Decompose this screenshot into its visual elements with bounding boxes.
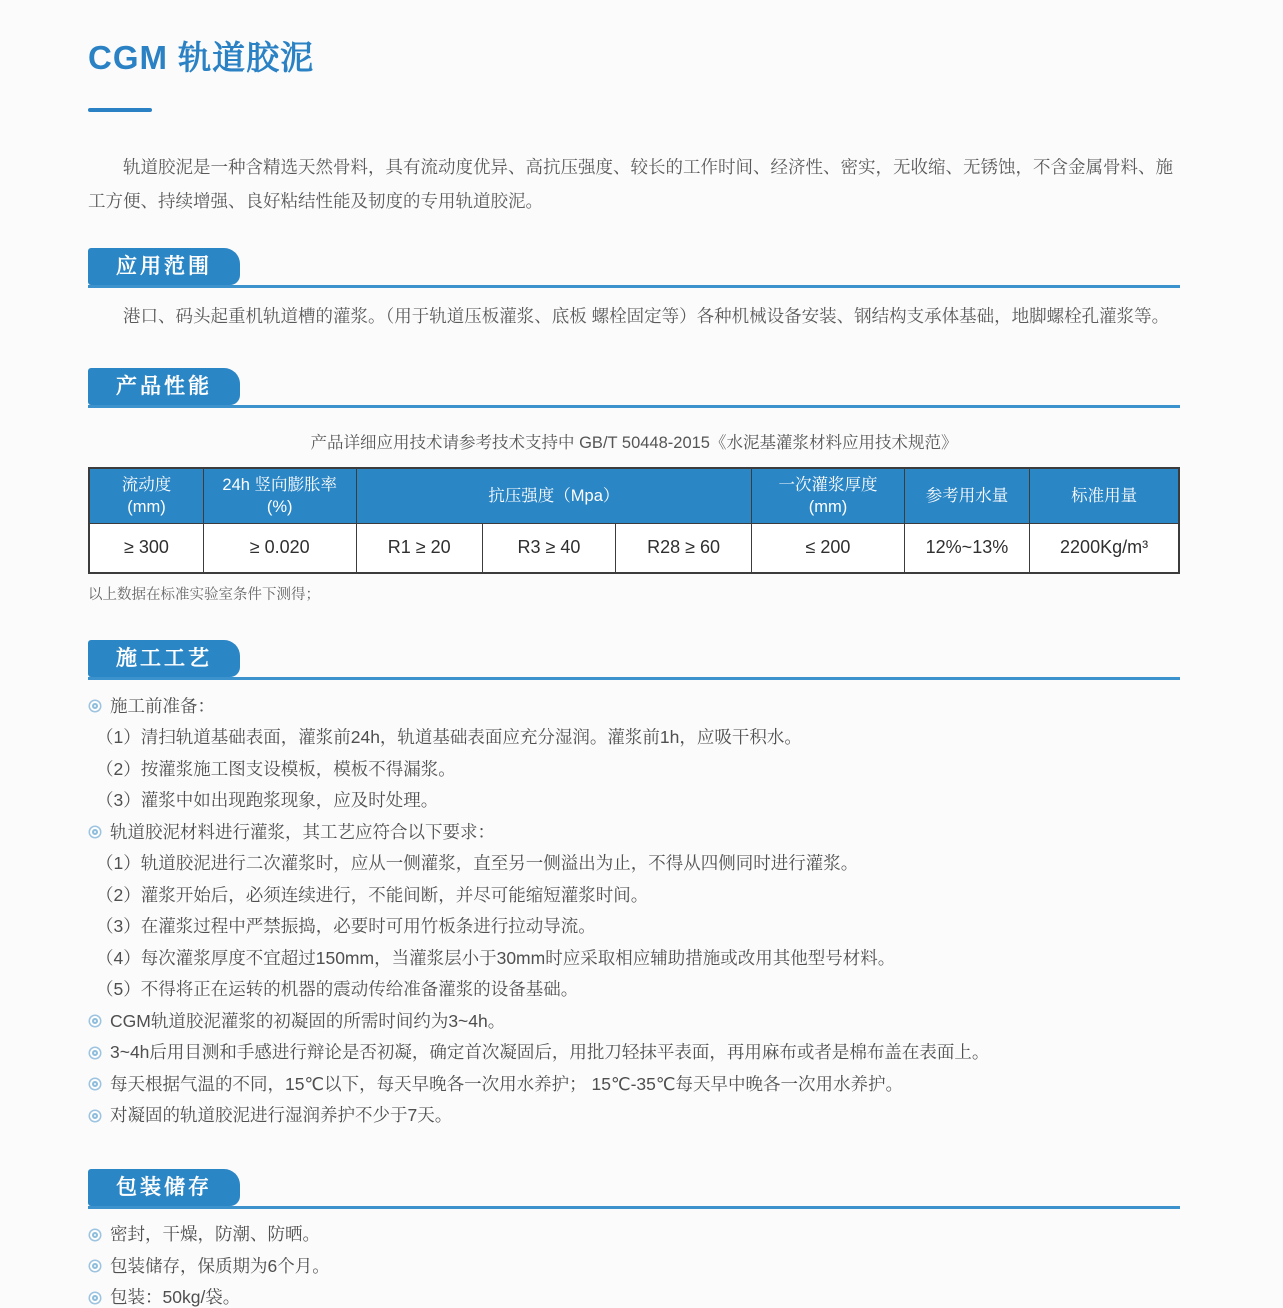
table-value-row	[89, 524, 1179, 573]
process-list	[88, 696, 1180, 1127]
col-header-water-amount: 参考用水量	[904, 468, 1029, 524]
col-header-expansion	[203, 468, 356, 524]
list-item	[88, 1074, 1180, 1095]
double-ring-bullet-icon	[92, 1295, 98, 1301]
list-item-text: 3~4h后用目测和手感进行辩论是否初凝，确定首次凝固后，用批刀轻抹平表面，再用麻布或者是棉布盖在表面上。	[110, 1042, 990, 1062]
value-strength-r3: R3 ≥ 40	[482, 524, 615, 573]
list-item-text: （3）在灌浆过程中严禁振捣，必要时可用竹板条进行拉动导流。	[96, 916, 596, 936]
list-item-text: （1）清扫轨道基础表面，灌浆前24h，轨道基础表面应充分湿润。灌浆前1h，应吸干积水。	[96, 727, 802, 747]
value-expansion: ≥ 0.020	[203, 524, 356, 573]
list-item	[88, 1287, 1180, 1308]
list-item-text: （2）按灌浆施工图支设模板，模板不得漏浆。	[96, 758, 456, 779]
double-ring-bullet-icon	[92, 1113, 98, 1119]
list-item	[88, 1042, 1180, 1063]
list-item-text: （2）灌浆开始后，必须连续进行，不能间断，并尽可能缩短灌浆时间。	[96, 884, 649, 905]
value-strength-r28: R28 ≥ 60	[615, 524, 751, 573]
list-item-text: 对凝固的轨道胶泥进行湿润养护不少于7天。	[110, 1105, 453, 1125]
list-item-text: 施工前准备：	[110, 695, 215, 716]
list-item	[88, 790, 1180, 811]
list-item	[88, 759, 1180, 780]
list-item	[88, 885, 1180, 906]
col-header-title: 24h 竖向膨胀率	[222, 476, 338, 494]
application-body: 港口、码头起重机轨道槽的灌浆。（用于轨道压板灌浆、底板 螺栓固定等）各种机械设备安装、钢结构支承体基础，地脚螺栓孔灌浆等。	[123, 306, 1170, 326]
section-header-performance	[88, 368, 1180, 408]
list-item	[88, 916, 1180, 937]
list-item-text: （3）灌浆中如出现跑浆现象，应及时处理。	[96, 790, 439, 810]
section-header-application	[88, 248, 1180, 288]
col-header-title: 一次灌浆厚度	[778, 476, 878, 494]
list-item	[88, 1224, 1180, 1245]
section-tab-packaging: 包装储存	[88, 1169, 240, 1206]
list-item-text: 轨道胶泥材料进行灌浆，其工艺应符合以下要求：	[110, 821, 495, 842]
list-item-text: 包装：50kg/袋。	[110, 1287, 241, 1307]
list-item	[88, 853, 1180, 874]
col-header-compressive-strength: 抗压强度（Mpa）	[356, 468, 752, 524]
section-tab-process: 施工工艺	[88, 640, 240, 677]
col-header-standard-dosage: 标准用量	[1030, 468, 1179, 524]
section-header-packaging	[88, 1169, 1180, 1209]
list-item	[88, 948, 1180, 969]
section-tab-application: 应用范围	[88, 248, 240, 285]
value-flowability: ≥ 300	[89, 524, 203, 573]
list-item	[88, 1256, 1180, 1277]
list-item-text: CGM轨道胶泥灌浆的初凝固的所需时间约为3~4h。	[110, 1010, 506, 1031]
col-header-grout-thickness	[752, 468, 905, 524]
col-header-flowability	[89, 468, 203, 524]
title-accent-dash	[88, 108, 152, 112]
list-item-text: （5）不得将正在运转的机器的震动传给准备灌浆的设备基础。	[96, 979, 579, 999]
performance-spec-table	[88, 467, 1180, 574]
section-header-process	[88, 640, 1180, 680]
list-item	[88, 822, 1180, 843]
list-item	[88, 979, 1180, 1000]
value-standard-dosage: 2200Kg/m³	[1030, 524, 1179, 573]
col-header-unit: (mm)	[808, 498, 848, 516]
value-grout-thickness: ≤ 200	[752, 524, 905, 573]
table-footnote: 以上数据在标准实验室条件下测得；	[88, 586, 320, 603]
page-title: CGM 轨道胶泥	[88, 39, 315, 76]
double-ring-bullet-icon	[92, 1050, 98, 1056]
list-item-text: 每天根据气温的不同，15℃以下，每天早晚各一次用水养护； 15℃-35℃每天早中晚各一次用水养护。	[110, 1073, 904, 1094]
double-ring-bullet-icon	[92, 1263, 98, 1269]
list-item-text: 密封，干燥，防潮、防晒。	[110, 1224, 320, 1244]
section-tab-performance: 产品性能	[88, 368, 240, 405]
list-item	[88, 1011, 1180, 1032]
list-item-text: （4）每次灌浆厚度不宜超过150mm，当灌浆层小于30mm时应采取相应辅助措施或改用其他型号材料。	[96, 947, 896, 968]
performance-standard-note: 产品详细应用技术请参考技术支持中 GB/T 50448-2015《水泥基灌浆材料应用技术规范》	[310, 434, 958, 452]
col-header-title: 流动度	[121, 476, 172, 494]
list-item	[88, 1105, 1180, 1126]
double-ring-bullet-icon	[92, 1232, 98, 1238]
table-header-row	[89, 468, 1179, 524]
list-item-text: 包装储存，保质期为6个月。	[110, 1255, 330, 1276]
list-item	[88, 696, 1180, 717]
double-ring-bullet-icon	[92, 1018, 98, 1024]
intro-paragraph: 轨道胶泥是一种含精选天然骨料，具有流动度优异、高抗压强度、较长的工作时间、经济性、密实，无收缩、无锈蚀，不含金属骨料、施工方便、持续增强、良好粘结性能及韧度的专用轨道胶泥。	[88, 157, 1173, 211]
double-ring-bullet-icon	[92, 1081, 98, 1087]
list-item-text: （1）轨道胶泥进行二次灌浆时，应从一侧灌浆，直至另一侧溢出为止，不得从四侧同时进行灌浆。	[96, 853, 859, 873]
value-water-amount: 12%~13%	[904, 524, 1029, 573]
list-item	[88, 727, 1180, 748]
col-header-unit: (mm)	[127, 498, 166, 516]
value-strength-r1: R1 ≥ 20	[356, 524, 482, 573]
packaging-list	[88, 1224, 1180, 1308]
double-ring-bullet-icon	[92, 829, 98, 835]
col-header-unit: (%)	[266, 498, 293, 516]
double-ring-bullet-icon	[92, 703, 98, 709]
